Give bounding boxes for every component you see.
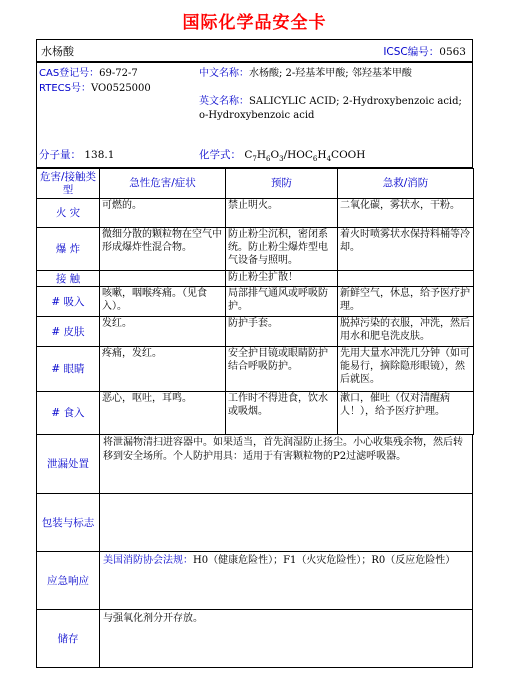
row-prevention: 工作时不得进食，饮水或吸烟。 [226, 392, 338, 435]
row-type: 爆 炸 [37, 228, 100, 271]
row-aid: 二氧化碳，雾状水，干粉。 [338, 199, 474, 228]
row-aid: 新鲜空气，休息，给予医疗护理。 [338, 287, 474, 317]
row-type: # 皮肤 [37, 317, 100, 347]
packaging-section [36, 494, 473, 552]
mw-value: 138.1 [84, 149, 115, 161]
formula-label: 化学式： [199, 149, 241, 161]
row-hazard [100, 271, 226, 287]
packaging-text [100, 494, 472, 551]
row-aid: 先用大量水冲洗几分钟（如可能易行，摘除隐形眼镜），然后就医。 [338, 347, 474, 392]
table-row [37, 271, 474, 287]
en-name-value: SALICYLIC ACID; 2-Hydroxybenzoic acid; o-Hydroxybenzoic acid [199, 96, 462, 121]
cas-label: CAS登记号： [39, 68, 100, 79]
molecular-weight-row [39, 147, 114, 162]
english-name-row [199, 95, 471, 123]
en-name-label: 英文名称： [199, 96, 249, 107]
card-title: 国际化学品安全卡 [182, 13, 327, 33]
row-hazard: 恶心，呕吐，耳鸣。 [100, 392, 226, 435]
chemical-name: 水杨酸 [41, 45, 74, 58]
cn-name-value: 水杨酸; 2-羟基苯甲酸; 邻羟基苯甲酸 [249, 68, 412, 79]
row-aid: 着火时喷雾状水保持料桶等冷却。 [338, 228, 474, 271]
chinese-name-row [199, 66, 471, 81]
spill-section [36, 434, 473, 494]
cas-value: 69-72-7 [99, 68, 138, 79]
row-aid: 漱口，催吐（仅对清醒病人！），给予医疗护理。 [338, 392, 474, 435]
table-row [37, 287, 474, 317]
row-prevention: 局部排气通风或呼吸防护。 [226, 287, 338, 317]
row-type: 接 触 [37, 271, 100, 287]
header-hazard: 急性危害/症状 [100, 169, 226, 199]
header-type: 危害/接触类型 [37, 169, 100, 199]
row-prevention: 防止粉尘扩散！ [226, 271, 338, 287]
row-type: # 眼睛 [37, 347, 100, 392]
table-row [37, 199, 474, 228]
mw-label: 分子量： [39, 149, 81, 161]
table-row [37, 392, 474, 435]
spill-label: 泄漏处置 [37, 434, 100, 493]
emergency-section [36, 552, 473, 610]
row-hazard: 咳嗽，咽喉疼痛。（见食入）。 [100, 287, 226, 317]
icsc-label: ICSC编号： [383, 46, 440, 58]
formula-row [199, 147, 365, 163]
name-bar [36, 39, 473, 62]
identifiers-section [36, 62, 473, 168]
table-row [37, 228, 474, 271]
storage-section [36, 610, 473, 668]
cn-name-label: 中文名称： [199, 68, 249, 79]
emergency-prefix: 美国消防协会法规： [103, 555, 193, 566]
row-prevention: 禁止明火。 [226, 199, 338, 228]
icsc-value: 0563 [439, 46, 466, 58]
icsc-number [383, 44, 466, 59]
row-hazard: 发红。 [100, 317, 226, 347]
header-aid: 急救/消防 [338, 169, 474, 199]
row-prevention: 防止粉尘沉积，密闭系统。防止粉尘爆炸型电气设备与照明。 [226, 228, 338, 271]
hazard-table [36, 168, 474, 435]
row-aid [338, 271, 474, 287]
row-hazard: 微细分散的颗粒物在空气中形成爆炸性混合物。 [100, 228, 226, 271]
table-header-row [37, 169, 474, 199]
row-prevention: 防护手套。 [226, 317, 338, 347]
storage-label: 储存 [37, 610, 100, 667]
formula-value: $C_7H_6O_3/HOC_6H_4COOH$ [244, 149, 366, 164]
row-type: 火 灾 [37, 199, 100, 228]
emergency-label: 应急响应 [37, 552, 100, 609]
row-hazard: 疼痛，发红。 [100, 347, 226, 392]
packaging-label: 包装与标志 [37, 494, 100, 551]
emergency-text: H0（健康危险性）；F1（火灾危险性）；R0（反应危险性） [193, 555, 456, 566]
row-prevention: 安全护目镜或眼睛防护结合呼吸防护。 [226, 347, 338, 392]
row-type: # 食入 [37, 392, 100, 435]
rtecs-label: RTECS号： [39, 83, 91, 94]
storage-text: 与强氧化剂分开存放。 [103, 613, 203, 624]
rtecs-value: VO0525000 [90, 83, 151, 94]
row-aid: 脱掉污染的衣服，冲洗，然后用水和肥皂洗皮肤。 [338, 317, 474, 347]
spill-text: 将泄漏物清扫进容器中。如果适当，首先润湿防止扬尘。小心收集残余物，然后转移到安全场所。个人防护用具：适用于有害颗粒物的P2过滤呼吸器。 [103, 437, 463, 462]
table-row [37, 317, 474, 347]
row-type: # 吸入 [37, 287, 100, 317]
row-hazard: 可燃的。 [100, 199, 226, 228]
emergency-text-block [100, 552, 472, 609]
header-prevention: 预防 [226, 169, 338, 199]
table-row [37, 347, 474, 392]
registry-numbers [39, 66, 199, 96]
